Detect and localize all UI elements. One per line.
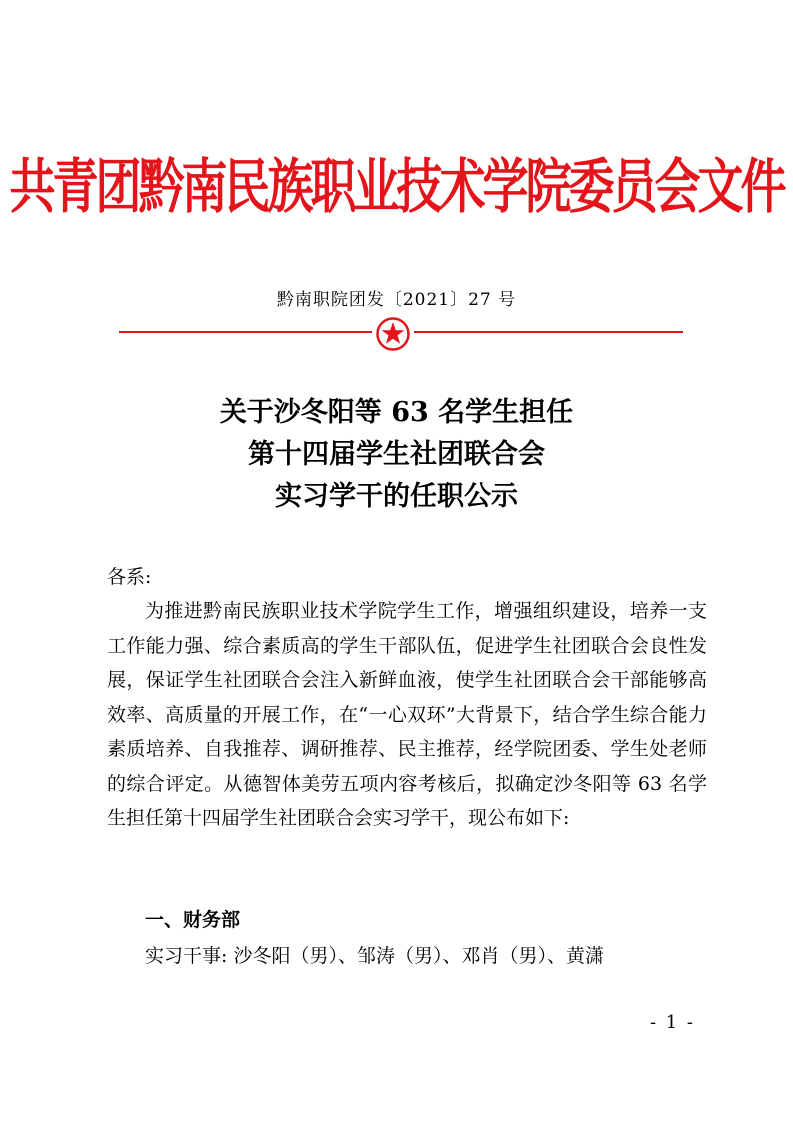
document-number: 黔南职院团发〔2021〕27 号 bbox=[276, 290, 517, 310]
red-rule-right bbox=[414, 331, 683, 333]
document-masthead: 共青团黔南民族职业技术学院委员会文件 bbox=[9, 152, 784, 222]
title-line-3: 实习学干的任职公示 bbox=[275, 481, 518, 512]
section-finance-interns: 实习干事: 沙冬阳（男）、邹涛（男）、邓肖（男）、黄潇 bbox=[145, 945, 604, 967]
red-star-circle-icon bbox=[375, 316, 411, 352]
title-line-2: 第十四届学生社团联合会 bbox=[248, 439, 545, 470]
title-line-1: 关于沙冬阳等 63 名学生担任 bbox=[219, 397, 574, 428]
red-rule-left bbox=[119, 331, 372, 333]
body-paragraph: 为推进黔南民族职业技术学院学生工作，增强组织建设，培养一支工作能力强、综合素质高的学生干部队伍，促进学生社团联合会良性发展，保证学生社团联合会注入新鲜血液，使学生社团联合会干部能够高效率、高质量的开展工作，在“一心双环”大背景下，结合学生综合能力素质培养、自我推荐、调研推荐、民主推荐，经学院团委、学生处老师的综合评定。从德智体美劳五项内容考核后，拟确定沙冬阳等 63 名学生担任第十四届学生社团联合会实习学干，现公布如下: bbox=[107, 600, 707, 829]
salutation: 各系: bbox=[107, 566, 152, 588]
document-title bbox=[0, 392, 793, 518]
page-number: - 1 - bbox=[649, 1012, 695, 1033]
section-heading-finance: 一、财务部 bbox=[145, 909, 241, 931]
